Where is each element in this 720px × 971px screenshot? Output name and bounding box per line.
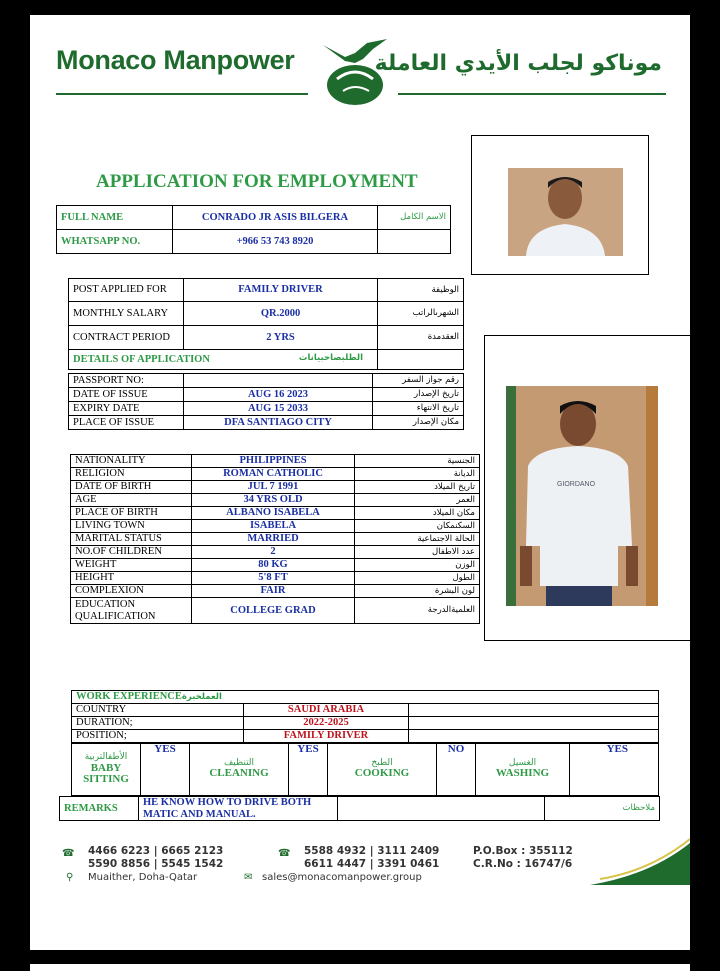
work-experience-header <box>72 691 659 704</box>
personal-row <box>71 455 480 468</box>
phones-line-2: 5590 8856 | 5545 1542 <box>88 858 224 870</box>
personal-row-value: ALBANO ISABELA <box>192 507 355 520</box>
work-experience-table <box>71 690 659 743</box>
page-title: APPLICATION FOR EMPLOYMENT <box>96 171 418 192</box>
personal-row <box>71 520 480 533</box>
personal-row-label: NO.OF CHILDREN <box>71 546 192 559</box>
personal-row-value: ISABELA <box>192 520 355 533</box>
skill-cleaning-answer: YES <box>289 744 328 796</box>
personal-row-label: EDUCATION QUALIFICATION <box>71 598 192 624</box>
salary-arabic-label: الشهرىالراتب <box>378 302 464 326</box>
personal-row-value: PHILIPPINES <box>192 455 355 468</box>
identity-table <box>56 205 451 254</box>
skill-cleaning-arabic: التنظيف <box>223 758 255 768</box>
personal-row-arabic: السكنمكان <box>355 520 480 533</box>
personal-row-value: 2 <box>192 546 355 559</box>
passport-row-label: PASSPORT NO: <box>69 374 184 388</box>
personal-row-value: 34 YRS OLD <box>192 494 355 507</box>
next-page-edge <box>30 964 690 971</box>
full-name-arabic-label: الاسم الكامل <box>378 206 451 230</box>
personal-row-value: JUL 7 1991 <box>192 481 355 494</box>
skill-cooking-arabic: الطبخ <box>371 758 393 768</box>
passport-row-arabic: تاريخ الإصدار <box>373 388 464 402</box>
whatsapp-label: WHATSAPP NO. <box>57 230 173 254</box>
passport-row-label: DATE OF ISSUE <box>69 388 184 402</box>
skill-baby-sitting-label: BABY SITTING <box>83 761 129 786</box>
passport-row <box>69 374 464 388</box>
personal-row <box>71 546 480 559</box>
svg-text:GIORDANO: GIORDANO <box>556 481 596 488</box>
personal-row-value: MARRIED <box>192 533 355 546</box>
personal-row-label: MARITAL STATUS <box>71 533 192 546</box>
personal-row-arabic: الحالة الاجتماعية <box>355 533 480 546</box>
email-icon: ✉ <box>244 872 253 883</box>
passport-row-value: DFA SANTIAGO CITY <box>184 416 373 430</box>
job-details-table <box>68 278 464 370</box>
application-form-page <box>30 15 690 950</box>
personal-row-arabic: تاريخ الميلاد <box>355 481 480 494</box>
passport-table <box>68 373 464 430</box>
email-address: sales@monacomanpower.group <box>262 872 422 883</box>
footer-swoosh-graphic <box>590 835 690 890</box>
personal-row-label: HEIGHT <box>71 572 192 585</box>
applicant-full-photo <box>506 386 658 606</box>
post-label: POST APPLIED FOR <box>69 279 184 302</box>
personal-row-arabic: الديانة <box>355 468 480 481</box>
personal-row <box>71 468 480 481</box>
skill-washing-answer: YES <box>570 744 659 796</box>
contract-arabic-label: العقدمدة <box>378 326 464 350</box>
skills-table <box>71 743 659 796</box>
passport-row-arabic: تاريخ الانتهاء <box>373 402 464 416</box>
personal-row-value: COLLEGE GRAD <box>192 598 355 624</box>
passport-row-arabic: مكان الإصدار <box>373 416 464 430</box>
country-value: SAUDI ARABIA <box>244 704 409 717</box>
company-logo-icon <box>315 35 395 120</box>
personal-row-value: ROMAN CATHOLIC <box>192 468 355 481</box>
skill-baby-sitting-arabic: الأطفالتربية <box>84 752 128 763</box>
passport-row-value: AUG 16 2023 <box>184 388 373 402</box>
post-value: FAMILY DRIVER <box>184 279 378 302</box>
passport-row-value: AUG 15 2033 <box>184 402 373 416</box>
whatsapp-empty-cell <box>378 230 451 254</box>
personal-row-value: 5'8 FT <box>192 572 355 585</box>
personal-row <box>71 481 480 494</box>
skill-baby-sitting-answer: YES <box>141 744 190 796</box>
passport-row-label: EXPIRY DATE <box>69 402 184 416</box>
personal-row-value: FAIR <box>192 585 355 598</box>
brand-name-english: Monaco Manpower <box>56 45 295 75</box>
personal-row-arabic: الجنسية <box>355 455 480 468</box>
phones-line-3: 5588 4932 | 3111 2409 <box>304 845 440 857</box>
personal-details-table <box>70 454 480 624</box>
skill-cleaning-cell <box>190 744 289 796</box>
phone-group-1 <box>88 845 223 871</box>
personal-row <box>71 559 480 572</box>
passport-row-value <box>184 374 373 388</box>
header-rule-right <box>398 93 666 95</box>
photo-frame-large <box>484 335 691 641</box>
skill-washing-arabic: الغسيل <box>508 758 537 768</box>
contract-value: 2 YRS <box>184 326 378 350</box>
remarks-empty-cell <box>338 797 545 821</box>
skill-cleaning-label: CLEANING <box>209 767 269 780</box>
details-empty-cell <box>378 350 464 370</box>
country-empty-cell <box>409 704 659 717</box>
personal-row-label: DATE OF BIRTH <box>71 481 192 494</box>
skill-cooking-label: COOKING <box>354 767 410 780</box>
personal-row-value: 80 KG <box>192 559 355 572</box>
personal-row <box>71 507 480 520</box>
skill-cooking-answer: NO <box>437 744 476 796</box>
personal-row-arabic: عدد الاطفال <box>355 546 480 559</box>
contract-label: CONTRACT PERIOD <box>69 326 184 350</box>
personal-row-arabic: العمر <box>355 494 480 507</box>
personal-row-label: WEIGHT <box>71 559 192 572</box>
passport-row <box>69 388 464 402</box>
address: Muaither, Doha-Qatar <box>88 872 198 883</box>
personal-row-label: NATIONALITY <box>71 455 192 468</box>
duration-empty-cell <box>409 717 659 730</box>
applicant-portrait-photo <box>508 168 623 256</box>
skill-washing-label: WASHING <box>495 767 550 780</box>
passport-row-label: PLACE OF ISSUE <box>69 416 184 430</box>
details-of-application-label <box>69 350 378 370</box>
passport-row <box>69 402 464 416</box>
remarks-label: REMARKS <box>60 797 139 821</box>
full-name-label: FULL NAME <box>57 206 173 230</box>
personal-row <box>71 494 480 507</box>
brand-name-arabic: موناكو لجلب الأيدي العاملة <box>374 51 662 76</box>
mobile-phone-icon: ☎ <box>278 848 291 859</box>
skill-washing-cell <box>476 744 570 796</box>
passport-row <box>69 416 464 430</box>
remarks-text: HE KNOW HOW TO DRIVE BOTH MATIC AND MANUAL. <box>139 797 338 821</box>
work-experience-arabic: العملخبرة <box>181 692 222 703</box>
salary-label: MONTHLY SALARY <box>69 302 184 326</box>
header-rule-left <box>56 93 308 95</box>
phones-line-4: 6611 4447 | 3391 0461 <box>304 858 440 870</box>
passport-row-arabic: رقم جواز السفر <box>373 374 464 388</box>
duration-value: 2022-2025 <box>244 717 409 730</box>
po-box: P.O.Box : 355112 <box>473 845 573 857</box>
personal-row-label: PLACE OF BIRTH <box>71 507 192 520</box>
position-value: FAMILY DRIVER <box>244 730 409 743</box>
work-experience-label: WORK EXPERIENCE <box>76 691 182 703</box>
personal-row-arabic: الطول <box>355 572 480 585</box>
registration-info <box>473 845 573 871</box>
post-arabic-label: الوظيفة <box>378 279 464 302</box>
personal-row-label: RELIGION <box>71 468 192 481</box>
details-label-arabic: الطلبصاحبيانات <box>298 352 363 363</box>
personal-row-arabic: مكان الميلاد <box>355 507 480 520</box>
location-icon: ⚲ <box>66 872 74 883</box>
remarks-arabic-label: ملاحظات <box>545 797 660 821</box>
phones-line-1: 4466 6223 | 6665 2123 <box>88 845 224 857</box>
phone-icon: ☎ <box>62 848 75 859</box>
personal-row <box>71 572 480 585</box>
skill-cooking-cell <box>328 744 437 796</box>
personal-row <box>71 533 480 546</box>
salary-value: QR.2000 <box>184 302 378 326</box>
position-label: POSITION; <box>72 730 244 743</box>
full-name-value: CONRADO JR ASIS BILGERA <box>173 206 378 230</box>
personal-row-arabic: لون البشرة <box>355 585 480 598</box>
personal-row-label: AGE <box>71 494 192 507</box>
personal-row-label: COMPLEXION <box>71 585 192 598</box>
personal-row-arabic: العلميةالدرجة <box>355 598 480 624</box>
phone-group-2 <box>304 845 439 871</box>
whatsapp-value: +966 53 743 8920 <box>173 230 378 254</box>
country-label: COUNTRY <box>72 704 244 717</box>
skill-baby-sitting-cell <box>72 744 141 796</box>
personal-row-label: LIVING TOWN <box>71 520 192 533</box>
position-empty-cell <box>409 730 659 743</box>
personal-row-arabic: الوزن <box>355 559 480 572</box>
cr-number: C.R.No : 16747/6 <box>473 858 573 870</box>
remarks-table <box>59 796 660 821</box>
personal-row <box>71 598 480 624</box>
duration-label: DURATION; <box>72 717 244 730</box>
details-label-text: DETAILS OF APPLICATION <box>73 353 210 365</box>
photo-frame-small <box>471 135 649 275</box>
personal-row <box>71 585 480 598</box>
